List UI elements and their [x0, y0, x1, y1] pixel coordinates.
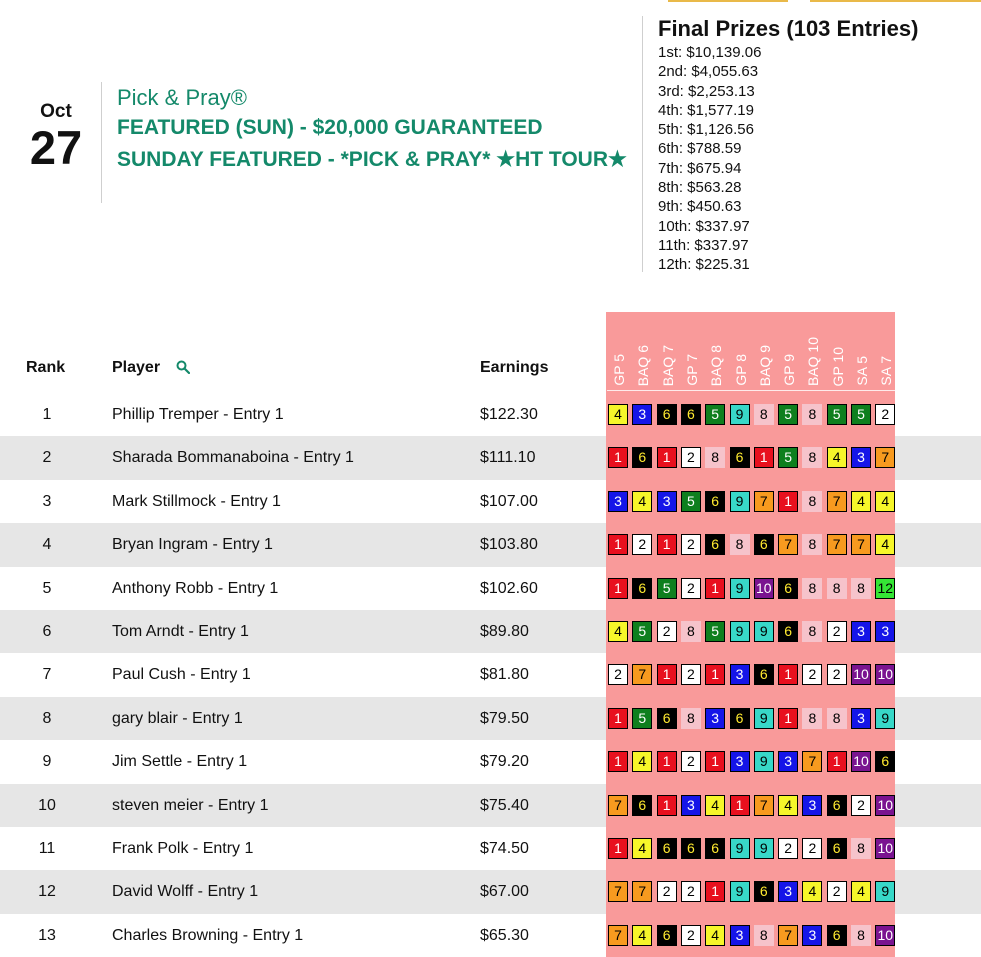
- pick-badge: 2: [851, 795, 871, 816]
- race-header-label: GP 8: [732, 354, 749, 386]
- pick-badge: 4: [778, 795, 798, 816]
- pick-badge: 3: [705, 708, 725, 729]
- pick-badge: 4: [705, 925, 725, 946]
- pick-badge: 1: [705, 751, 725, 772]
- player-name[interactable]: Mark Stillmock - Entry 1: [112, 492, 281, 510]
- pick-badge: 4: [802, 881, 822, 902]
- picks-strip: [606, 653, 895, 696]
- pick-badge: 9: [754, 838, 774, 859]
- pick-badge: 9: [730, 838, 750, 859]
- pick-badge: 2: [681, 664, 701, 685]
- pick-badge: 6: [657, 708, 677, 729]
- table-row[interactable]: [0, 523, 981, 566]
- picks-strip: [606, 567, 895, 610]
- pick-badge: 3: [851, 621, 871, 642]
- race-header: [680, 312, 704, 386]
- contest-date: [20, 100, 92, 172]
- pick-badge: 6: [705, 534, 725, 555]
- picks-strip: [606, 393, 895, 436]
- pick-badge: 6: [657, 404, 677, 425]
- table-row[interactable]: [0, 480, 981, 523]
- pick-badge: 6: [657, 838, 677, 859]
- race-header-label: GP 5: [611, 354, 627, 386]
- pick-badge: 9: [875, 708, 895, 729]
- pick-badge: 9: [754, 751, 774, 772]
- pick-badge: 6: [778, 578, 798, 599]
- prize-row: 11th: $337.97: [658, 236, 749, 254]
- pick-badge: 6: [681, 838, 701, 859]
- rank-cell: 11: [38, 840, 56, 857]
- table-row[interactable]: [0, 436, 981, 479]
- earnings-cell: $67.00: [480, 883, 529, 901]
- pick-badge: 6: [705, 491, 725, 512]
- pick-badge: 7: [632, 881, 652, 902]
- race-header: [729, 312, 753, 386]
- rank-cell: 12: [38, 883, 56, 901]
- table-row[interactable]: [0, 870, 981, 913]
- pick-badge: 2: [608, 664, 628, 685]
- pick-badge: 6: [730, 708, 750, 729]
- pick-badge: 5: [778, 404, 798, 425]
- pick-badge: 6: [632, 447, 652, 468]
- prize-row: 5th: $1,126.56: [658, 121, 754, 139]
- picks-strip: [606, 827, 895, 870]
- pick-badge: 4: [632, 838, 652, 859]
- player-name[interactable]: Frank Polk - Entry 1: [112, 840, 254, 857]
- pick-badge: 5: [705, 621, 725, 642]
- prize-row: 2nd: $4,055.63: [658, 63, 759, 81]
- pick-badge: 10: [851, 751, 871, 772]
- pick-badge: 1: [608, 534, 628, 555]
- pick-badge: 4: [632, 925, 652, 946]
- pick-badge: 3: [730, 751, 750, 772]
- pick-badge: 4: [875, 491, 895, 512]
- pick-badge: 7: [778, 534, 798, 555]
- pick-badge: 8: [802, 404, 822, 425]
- pick-badge: 8: [802, 621, 822, 642]
- table-row[interactable]: [0, 610, 981, 653]
- pick-badge: 3: [681, 795, 701, 816]
- pick-badge: 6: [657, 925, 677, 946]
- pick-badge: 10: [875, 795, 895, 816]
- pick-badge: 1: [657, 534, 677, 555]
- pick-badge: 7: [875, 447, 895, 468]
- pick-badge: 5: [657, 578, 677, 599]
- player-name[interactable]: Anthony Robb - Entry 1: [112, 579, 279, 597]
- pick-badge: 7: [778, 925, 798, 946]
- pick-badge: 6: [754, 534, 774, 555]
- race-header-label: BAQ 6: [635, 344, 652, 386]
- pick-badge: 2: [681, 578, 701, 599]
- pick-badge: 9: [730, 491, 750, 512]
- pick-badge: 6: [827, 925, 847, 946]
- picks-strip: [606, 697, 895, 740]
- pick-badge: 3: [778, 881, 798, 902]
- pick-badge: 6: [632, 795, 652, 816]
- prize-row: 9th: $450.63: [658, 198, 742, 216]
- player-name[interactable]: gary blair - Entry 1: [112, 709, 243, 727]
- pick-badge: 8: [802, 708, 822, 729]
- pick-badge: 4: [875, 534, 895, 555]
- race-header: [874, 312, 898, 386]
- prize-row: 6th: $788.59: [658, 140, 742, 158]
- earnings-cell: $102.60: [480, 579, 538, 597]
- prize-row: 8th: $563.28: [658, 179, 742, 197]
- pick-badge: 5: [705, 404, 725, 425]
- table-row[interactable]: [0, 393, 981, 436]
- pick-badge: 1: [608, 447, 628, 468]
- table-row[interactable]: [0, 653, 981, 696]
- pick-badge: 7: [827, 491, 847, 512]
- pick-badge: 3: [730, 925, 750, 946]
- pick-badge: 7: [632, 664, 652, 685]
- earnings-cell: $103.80: [480, 536, 538, 554]
- pick-badge: 8: [802, 578, 822, 599]
- pick-badge: 1: [657, 751, 677, 772]
- pick-badge: 5: [851, 404, 871, 425]
- pick-badge: 8: [681, 621, 701, 642]
- rank-cell: 6: [42, 623, 52, 640]
- final-prizes-heading: Final Prizes (103 Entries): [658, 16, 919, 41]
- pick-badge: 10: [754, 578, 774, 599]
- race-header-label: SA 5: [854, 356, 870, 386]
- pick-badge: 7: [802, 751, 822, 772]
- top-accent: [0, 0, 981, 2]
- race-header-label: GP 9: [781, 354, 798, 386]
- rank-cell: 10: [38, 796, 56, 814]
- race-header-label: BAQ 10: [805, 336, 822, 386]
- pick-badge: 8: [802, 447, 822, 468]
- pick-badge: 8: [851, 578, 871, 599]
- pick-badge: 3: [730, 664, 750, 685]
- table-row[interactable]: [0, 697, 981, 740]
- pick-badge: 4: [632, 751, 652, 772]
- pick-badge: 3: [851, 447, 871, 468]
- picks-strip: [606, 480, 895, 523]
- search-icon[interactable]: [176, 360, 190, 374]
- pick-badge: 4: [705, 795, 725, 816]
- rank-cell: 8: [42, 709, 52, 727]
- player-column-header[interactable]: Player: [112, 359, 161, 376]
- earnings-cell: $81.80: [480, 666, 529, 684]
- pick-badge: 4: [851, 491, 871, 512]
- prize-list: [658, 43, 978, 275]
- pick-badge: 6: [754, 664, 774, 685]
- rank-cell: 1: [42, 406, 52, 423]
- table-row[interactable]: [0, 784, 981, 827]
- rank-cell: 4: [42, 536, 52, 554]
- earnings-cell: $75.40: [480, 796, 529, 814]
- race-header-label: GP 7: [683, 354, 700, 386]
- earnings-cell: $79.20: [480, 753, 529, 771]
- race-header: [704, 312, 728, 386]
- pick-badge: 2: [632, 534, 652, 555]
- pick-badge: 9: [754, 708, 774, 729]
- pick-badge: 7: [754, 491, 774, 512]
- pick-badge: 3: [657, 491, 677, 512]
- pick-badge: 2: [681, 925, 701, 946]
- race-header: [850, 312, 874, 386]
- table-row[interactable]: [0, 740, 981, 783]
- pick-badge: 12: [875, 578, 895, 599]
- race-header-label: BAQ 8: [708, 344, 725, 386]
- player-name[interactable]: Bryan Ingram - Entry 1: [112, 536, 273, 554]
- pick-badge: 7: [608, 881, 628, 902]
- date-month: Oct: [40, 101, 72, 122]
- rank-cell: 9: [42, 753, 52, 771]
- rank-cell: 3: [42, 492, 52, 510]
- pick-badge: 1: [657, 664, 677, 685]
- date-day: 27: [29, 121, 83, 174]
- pick-badge: 2: [778, 838, 798, 859]
- earnings-column-header[interactable]: Earnings: [480, 359, 549, 376]
- pick-badge: 8: [827, 578, 847, 599]
- rank-column-header[interactable]: Rank: [26, 359, 66, 376]
- pick-badge: 2: [657, 621, 677, 642]
- pick-badge: 6: [632, 578, 652, 599]
- pick-badge: 10: [875, 838, 895, 859]
- pick-badge: 1: [657, 795, 677, 816]
- pick-badge: 1: [778, 664, 798, 685]
- pick-badge: 2: [827, 664, 847, 685]
- pick-badge: 9: [730, 621, 750, 642]
- rank-cell: 5: [42, 579, 52, 597]
- picks-strip: [606, 870, 895, 913]
- pick-badge: 7: [754, 795, 774, 816]
- player-name[interactable]: Paul Cush - Entry 1: [112, 666, 251, 684]
- pick-badge: 10: [875, 664, 895, 685]
- pick-badge: 6: [730, 447, 750, 468]
- race-header: [753, 312, 777, 386]
- pick-badge: 3: [875, 621, 895, 642]
- race-header-label: BAQ 7: [659, 344, 676, 386]
- earnings-cell: $107.00: [480, 492, 538, 510]
- pick-badge: 9: [730, 881, 750, 902]
- pick-badge: 1: [657, 447, 677, 468]
- contest-brand: Pick & Pray®: [117, 85, 247, 110]
- picks-strip: [606, 914, 895, 957]
- pick-badge: 6: [705, 838, 725, 859]
- final-prizes-panel: [658, 15, 978, 275]
- pick-badge: 9: [730, 578, 750, 599]
- earnings-cell: $79.50: [480, 709, 529, 727]
- pick-badge: 5: [778, 447, 798, 468]
- pick-badge: 8: [730, 534, 750, 555]
- pick-badge: 4: [851, 881, 871, 902]
- pick-badge: 1: [827, 751, 847, 772]
- prize-row: 1st: $10,139.06: [658, 44, 762, 61]
- pick-badge: 5: [632, 708, 652, 729]
- pick-badge: 3: [802, 925, 822, 946]
- table-row[interactable]: [0, 567, 981, 610]
- race-header: [631, 312, 655, 386]
- pick-badge: 9: [875, 881, 895, 902]
- pick-badge: 8: [827, 708, 847, 729]
- earnings-cell: $111.10: [480, 449, 536, 467]
- pick-badge: 5: [632, 621, 652, 642]
- table-row[interactable]: [0, 914, 981, 957]
- prize-row: 12th: $225.31: [658, 256, 750, 274]
- race-headers: [607, 312, 895, 390]
- contest-title: FEATURED (SUN) - $20,000 GUARANTEED SUNDAY FEATURED - *PICK & PRAY* ★HT TOUR★: [117, 116, 627, 171]
- pick-badge: 6: [754, 881, 774, 902]
- pick-badge: 8: [681, 708, 701, 729]
- pick-badge: 8: [754, 404, 774, 425]
- prize-row: 10th: $337.97: [658, 217, 750, 235]
- pick-badge: 7: [608, 795, 628, 816]
- pick-badge: 2: [802, 664, 822, 685]
- pick-badge: 7: [827, 534, 847, 555]
- pick-badge: 4: [632, 491, 652, 512]
- race-header: [801, 312, 825, 386]
- pick-badge: 1: [778, 491, 798, 512]
- player-name[interactable]: David Wolff - Entry 1: [112, 883, 259, 901]
- earnings-cell: $122.30: [480, 406, 538, 423]
- pick-badge: 1: [705, 664, 725, 685]
- divider: [642, 16, 643, 272]
- pick-badge: 1: [754, 447, 774, 468]
- pick-badge: 5: [681, 491, 701, 512]
- pick-badge: 6: [827, 838, 847, 859]
- table-row[interactable]: [0, 827, 981, 870]
- pick-badge: 1: [608, 751, 628, 772]
- pick-badge: 3: [778, 751, 798, 772]
- pick-badge: 2: [681, 751, 701, 772]
- picks-strip: [606, 610, 895, 653]
- pick-badge: 3: [802, 795, 822, 816]
- pick-badge: 2: [875, 404, 895, 425]
- divider: [101, 82, 102, 203]
- pick-badge: 9: [730, 404, 750, 425]
- race-header-label: BAQ 9: [756, 344, 773, 386]
- pick-badge: 3: [851, 708, 871, 729]
- prize-row: 3rd: $2,253.13: [658, 82, 755, 100]
- pick-badge: 1: [730, 795, 750, 816]
- player-name[interactable]: Tom Arndt - Entry 1: [112, 623, 249, 640]
- pick-badge: 10: [875, 925, 895, 946]
- pick-badge: 5: [827, 404, 847, 425]
- pick-badge: 1: [608, 708, 628, 729]
- player-name[interactable]: Charles Browning - Entry 1: [112, 926, 304, 944]
- pick-badge: 8: [851, 925, 871, 946]
- rank-cell: 7: [42, 666, 52, 684]
- race-header: [607, 312, 631, 386]
- race-header: [656, 312, 680, 386]
- pick-badge: 1: [778, 708, 798, 729]
- pick-badge: 1: [608, 838, 628, 859]
- pick-badge: 6: [681, 404, 701, 425]
- pick-badge: 1: [705, 578, 725, 599]
- prize-row: 4th: $1,577.19: [658, 101, 754, 119]
- pick-badge: 7: [608, 925, 628, 946]
- pick-badge: 8: [754, 925, 774, 946]
- pick-badge: 4: [608, 621, 628, 642]
- pick-badge: 3: [608, 491, 628, 512]
- player-name[interactable]: Phillip Tremper - Entry 1: [112, 406, 284, 423]
- pick-badge: 1: [608, 578, 628, 599]
- pick-badge: 6: [827, 795, 847, 816]
- pick-badge: 2: [657, 881, 677, 902]
- player-name[interactable]: Sharada Bommanaboina - Entry 1: [112, 449, 354, 467]
- picks-strip: [606, 436, 895, 479]
- pick-badge: 6: [778, 621, 798, 642]
- race-header: [826, 312, 850, 386]
- pick-badge: 2: [681, 534, 701, 555]
- picks-strip: [606, 740, 895, 783]
- contest-header: [117, 85, 627, 175]
- race-header-label: GP 10: [829, 346, 846, 386]
- pick-badge: 4: [827, 447, 847, 468]
- pick-badge: 8: [802, 491, 822, 512]
- rank-cell: 13: [38, 926, 56, 944]
- pick-badge: 3: [632, 404, 652, 425]
- pick-badge: 8: [705, 447, 725, 468]
- pick-badge: 2: [802, 838, 822, 859]
- earnings-cell: $65.30: [480, 926, 529, 944]
- race-header-label: SA 7: [878, 356, 895, 386]
- pick-badge: 1: [705, 881, 725, 902]
- pick-badge: 2: [681, 447, 701, 468]
- player-name[interactable]: Jim Settle - Entry 1: [112, 753, 248, 771]
- pick-badge: 8: [851, 838, 871, 859]
- divider: [607, 390, 895, 391]
- pick-badge: 2: [827, 621, 847, 642]
- pick-badge: 9: [754, 621, 774, 642]
- picks-strip: [606, 523, 895, 566]
- picks-strip: [606, 784, 895, 827]
- pick-badge: 10: [851, 664, 871, 685]
- pick-badge: 8: [802, 534, 822, 555]
- earnings-cell: $74.50: [480, 840, 529, 857]
- pick-badge: 6: [875, 751, 895, 772]
- pick-badge: 7: [851, 534, 871, 555]
- pick-badge: 2: [827, 881, 847, 902]
- earnings-cell: $89.80: [480, 623, 529, 640]
- player-name[interactable]: steven meier - Entry 1: [112, 796, 269, 814]
- race-header: [777, 312, 801, 386]
- pick-badge: 4: [608, 404, 628, 425]
- prize-row: 7th: $675.94: [658, 159, 742, 177]
- rank-cell: 2: [42, 449, 52, 467]
- pick-badge: 2: [681, 881, 701, 902]
